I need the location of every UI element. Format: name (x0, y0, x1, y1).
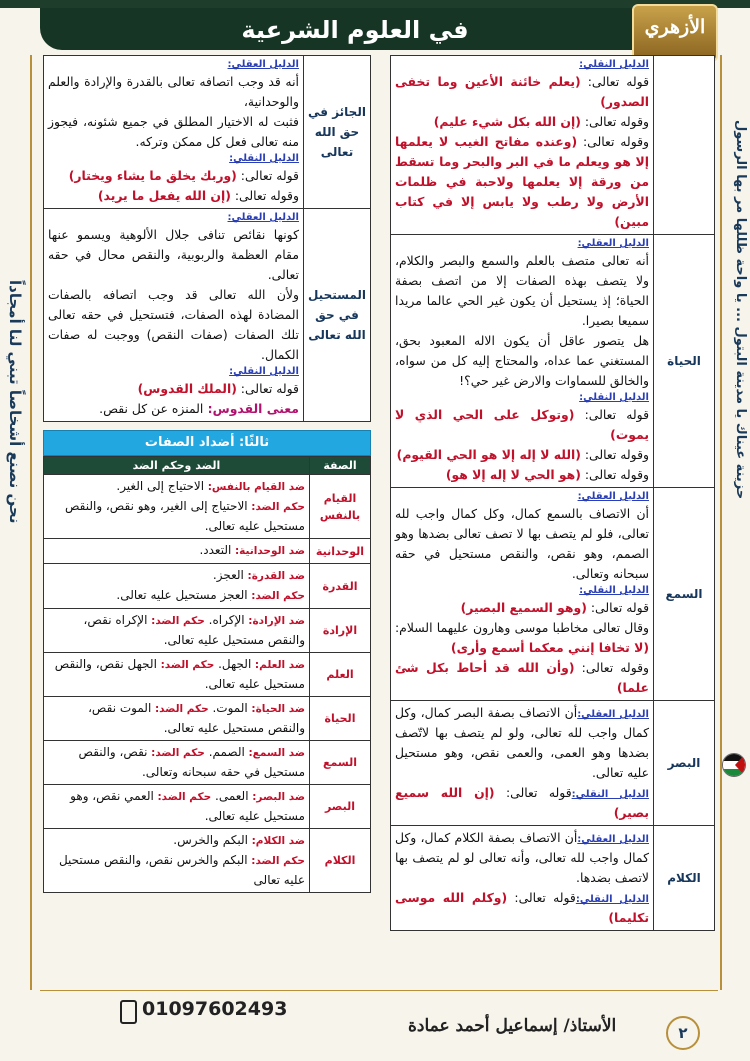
text-segment: حكم الضد: (151, 703, 209, 715)
text-segment: قوله تعالى: (494, 785, 572, 800)
opposite-line (48, 743, 305, 782)
text-segment: قوله تعالى: (507, 890, 576, 905)
text-segment: حكم الضد: (153, 791, 212, 803)
attribute-name (654, 56, 715, 235)
evidence-block (48, 72, 299, 152)
evidence-label: الدليل النقلي: (579, 392, 649, 403)
attribute-name: الجائز في حق الله تعالى (303, 56, 370, 209)
opposite-row (44, 539, 371, 564)
evidence-block (395, 504, 649, 584)
side-left-motto (2, 280, 28, 740)
text-segment: (إن الله بكل شيء عليم) (433, 114, 581, 129)
evidence-line (395, 112, 649, 132)
opposite-row (44, 564, 371, 609)
evidence-line (395, 251, 649, 331)
attribute-name: الكلام (654, 826, 715, 931)
text-segment: (يعلم خائنة الأعين وما تخفى الصدور) (395, 74, 649, 109)
evidence-line (395, 132, 649, 232)
evidence-label: الدليل النقلي: (579, 585, 649, 596)
evidence-line (395, 465, 649, 485)
text-segment: حكم الضد: (247, 855, 305, 867)
evidence-line (48, 379, 299, 399)
evidence-block (395, 703, 649, 783)
text-segment: وقوله تعالى: (574, 660, 650, 675)
evidence-line (48, 186, 299, 206)
text-segment: (الله لا إله إلا هو الحي القيوم) (396, 447, 581, 462)
attribute-evidence-cell (391, 701, 654, 826)
evidence-label: الدليل العقلي: (577, 491, 649, 502)
text-segment: ضد الكلام: (247, 835, 305, 847)
text-segment: وقوله تعالى: (580, 114, 649, 129)
text-segment: حكم الضد: (147, 747, 205, 759)
evidence-line (395, 445, 649, 465)
phone-icon (120, 1000, 137, 1024)
opposite-row (44, 697, 371, 741)
evidence-line (395, 405, 649, 445)
attribute-name: البصر (654, 701, 715, 826)
text-segment: المنزه عن كل نقص. (99, 401, 204, 416)
evidence-line (48, 285, 299, 365)
attribute-name: الحياة (654, 235, 715, 488)
palestine-flag-icon (722, 753, 746, 777)
opposite-attribute-name: القدرة (310, 564, 371, 609)
evidence-line (395, 72, 649, 112)
attribute-name: المستحيل في حق الله تعالى (303, 209, 370, 422)
evidence-block (395, 251, 649, 391)
teacher-signature: الأستاذ/ إسماعيل أحمد عمادة (408, 1016, 617, 1036)
text-segment: وقوله تعالى: (580, 447, 649, 462)
opposite-description (44, 697, 310, 741)
text-segment: ضد البصر: (248, 791, 305, 803)
opposite-description (44, 475, 310, 539)
opposite-line (48, 586, 305, 606)
text-segment: الموت. (208, 701, 248, 715)
text-segment: (إن الله سميع بصير) (395, 785, 649, 820)
text-segment: معنى القدوس: (203, 401, 299, 416)
opposite-description (44, 653, 310, 697)
right-column (390, 55, 715, 980)
evidence-line (48, 225, 299, 285)
text-segment: أنه قد وجب اتصافه تعالى بالقدرة والإرادة والعلم والوحدانية، (48, 74, 299, 109)
evidence-block (48, 166, 299, 206)
text-segment: حكم الضد: (247, 590, 305, 602)
opposite-description (44, 785, 310, 829)
opposite-row (44, 741, 371, 785)
opposite-attribute-name: الكلام (310, 829, 371, 893)
evidence-line (395, 504, 649, 584)
text-segment: كونها نقائص تنافى جلال الألوهية ويسمو عنها مقام العظمة والربوبية، والنقص محال في حقه تعالى. (48, 227, 299, 282)
text-segment: (وتوكل على الحي الذي لا يموت) (395, 407, 649, 442)
text-segment: (وهو السميع البصير) (460, 600, 587, 615)
text-segment: العمي نقص، وهو مستحيل عليه تعالى. (70, 789, 305, 823)
attribute-row (391, 235, 715, 488)
header-band (40, 8, 670, 50)
opposite-description (44, 741, 310, 785)
text-segment: حكم الضد: (147, 615, 205, 627)
evidence-block (395, 828, 649, 888)
evidence-label: الدليل النقلي: (229, 366, 299, 377)
text-segment: (وكلم الله موسى تكليما) (395, 890, 649, 925)
opposite-attribute-name: السمع (310, 741, 371, 785)
text-segment: الاحتياج إلى الغير. (116, 479, 205, 493)
evidence-label: الدليل العقلي: (577, 834, 649, 845)
attribute-row (391, 56, 715, 235)
evidence-label: الدليل العقلي: (227, 212, 299, 223)
text-segment: ضد العلم: (251, 659, 305, 671)
opposite-attribute-name: البصر (310, 785, 371, 829)
right-border-line (720, 55, 722, 990)
side-right-motto (726, 120, 750, 720)
text-segment: (لا تخافا إنني معكما أسمع وأرى) (450, 640, 649, 655)
attribute-evidence-cell (391, 235, 654, 488)
text-segment: ولأن الله تعالى قد وجب اتصافه بالصفات المضادة لهذه الصفات، فتستحيل في حقه تعالى تلك الصفات (صفات النقص) ووجبت له صفات الكمال. (48, 287, 299, 362)
text-segment: الاحتياج إلى الغير، وهو نقص، والنقص مستحيل عليه تعالى. (64, 499, 305, 533)
text-segment: أن الاتصاف بصفة البصر كمال، وكل كمال واجب لله تعالى، ولو لم يتصف بها لاتّصف بضدها وهو العمى، والعمى نقص، وهو مستحيل عليه تعالى. (395, 705, 649, 780)
text-segment: (إن الله يفعل ما يريد) (97, 188, 231, 203)
evidence-label: الدليل النقلي: (579, 59, 649, 70)
brand-logo (632, 4, 718, 62)
side-left-text: نحن نصنع أشخاصاً تبني لنا أمجاداً (6, 280, 24, 524)
evidence-line (48, 112, 299, 152)
opposite-row (44, 653, 371, 697)
opposite-row (44, 609, 371, 653)
text-segment: الإكراه نقص، والنقص مستحيل عليه تعالى. (83, 613, 305, 647)
opposite-line (48, 655, 305, 694)
evidence-block (395, 72, 649, 232)
opposite-attribute-name: الوحدانية (310, 539, 371, 564)
text-segment: البكم والخرس نقص، والنقص مستحيل عليه تعالى (58, 853, 305, 887)
evidence-line (395, 658, 649, 698)
attribute-evidence-cell (44, 56, 304, 209)
text-segment: البكم والخرس. (173, 833, 248, 847)
evidence-block (395, 888, 649, 928)
text-segment: الموت نقص، والنقص مستحيل عليه تعالى. (88, 701, 305, 735)
text-segment: أن الاتصاف بصفة الكلام كمال، وكل كمال واجب لله تعالى، وأنه تعالى لو لم يتصف بها لاتصف بضدها. (395, 830, 649, 885)
text-segment: ضد الإرادة: (244, 615, 305, 627)
text-segment: نقص، والنقص مستحيل في حقه سبحانه وتعالى. (78, 745, 305, 779)
text-segment: ضد الوحدانية: (231, 545, 305, 557)
side-right-text: حزينة عيناك يا مدينة البتول ... يا واحة ظللها مر بها الرسول (733, 120, 748, 500)
text-segment: فثبت له الاختيار المطلق في جميع شئونه، فيجوز منه تعالى فعل كل ممكن وتركه. (48, 114, 299, 149)
text-segment: التعدد. (199, 543, 232, 557)
evidence-line (395, 331, 649, 391)
evidence-label: الدليل العقلي: (577, 709, 649, 720)
evidence-line (395, 598, 649, 618)
opposite-attribute-name: القيام بالنفس (310, 475, 371, 539)
left-column (43, 55, 371, 993)
text-segment: الصمم. (204, 745, 245, 759)
text-segment: قوله تعالى: (236, 381, 299, 396)
opposite-attribute-name: الحياة (310, 697, 371, 741)
opposite-description (44, 564, 310, 609)
evidence-label: الدليل النقلي: (571, 789, 649, 800)
opposite-line (48, 541, 305, 561)
opposite-description (44, 609, 310, 653)
attribute-evidence-cell (391, 826, 654, 931)
text-segment: قوله تعالى: (580, 74, 649, 89)
opposite-line (48, 787, 305, 826)
opposites-header-col1: الصفة (310, 457, 371, 475)
text-segment: أن الاتصاف بالسمع كمال، وكل كمال واجب لله تعالى، فلو لم يتصف بها لا تصف تعالى بضدها وهو الصمم، وهو نقص، والنقص مستحيل في حقه سبحانه وتعالى. (395, 506, 649, 581)
text-segment: (هو الحي لا إله إلا هو) (445, 467, 581, 482)
evidence-line (395, 618, 649, 658)
logo-text: الأزهري (644, 16, 706, 38)
attribute-evidence-cell (44, 209, 304, 422)
text-segment: (وأن الله قد أحاط بكل شئ علما) (395, 660, 649, 695)
text-segment: (وربك يخلق ما يشاء ويختار) (68, 168, 237, 183)
opposite-line (48, 851, 305, 890)
evidence-label: الدليل النقلي: (229, 153, 299, 164)
opposites-table (43, 456, 371, 893)
attribute-row (391, 701, 715, 826)
opposite-line (48, 566, 305, 586)
attributes-table-left (43, 55, 371, 422)
footer-divider (40, 990, 718, 991)
opposite-line (48, 699, 305, 738)
text-segment: العجز. (212, 568, 244, 582)
evidence-line (48, 166, 299, 186)
text-segment: العمى. (211, 789, 249, 803)
attributes-table-right (390, 55, 715, 931)
evidence-block (395, 598, 649, 698)
attribute-row (391, 826, 715, 931)
evidence-block (395, 783, 649, 823)
opposites-header-col2: الضد وحكم الضد (44, 457, 310, 475)
text-segment: الإكراه. (204, 613, 245, 627)
text-segment: قوله تعالى: (236, 168, 299, 183)
attribute-row (44, 209, 371, 422)
text-segment: الجهل. (214, 657, 252, 671)
evidence-block (48, 379, 299, 419)
text-segment: حكم الضد: (247, 501, 305, 513)
text-segment: ضد القيام بالنفس: (204, 481, 305, 493)
evidence-line (48, 72, 299, 112)
evidence-label: الدليل العقلي: (227, 59, 299, 70)
text-segment: قوله تعالى: (574, 407, 649, 422)
opposites-header-row (44, 457, 371, 475)
opposite-description (44, 539, 310, 564)
opposite-line (48, 611, 305, 650)
opposite-attribute-name: الإرادة (310, 609, 371, 653)
evidence-label: الدليل النقلي: (575, 894, 649, 905)
text-segment: الجهل نقص، والنقص مستحيل عليه تعالى. (54, 657, 305, 691)
text-segment: العجز مستحيل عليه تعالى. (116, 588, 248, 602)
attribute-evidence-cell (391, 488, 654, 701)
attribute-name: السمع (654, 488, 715, 701)
text-segment: وقوله تعالى: (577, 134, 649, 149)
opposite-row (44, 785, 371, 829)
attribute-row (44, 56, 371, 209)
text-segment: هل يتصور عاقل أن يكون الاله المعبود بحق، المستغني عما عداه، والمحتاج إليه كل من سواه، والخالق للسماوات والارض غير حي؟! (395, 333, 649, 388)
text-segment: ضد السمع: (244, 747, 305, 759)
phone-number: 01097602493 (142, 998, 288, 1020)
opposite-attribute-name: العلم (310, 653, 371, 697)
text-segment: أنه تعالى متصف بالعلم والسمع والبصر والكلام، ولا يتصف بهذه الصفات إلا من اتصف بصفة الحياة؛ إذ يستحيل أن يكون غير الحي عالما مريدا سميعا بصيرا. (395, 253, 649, 328)
evidence-line (48, 399, 299, 419)
opposite-row (44, 475, 371, 539)
page-header-title: في العلوم الشرعية (241, 16, 469, 44)
evidence-block (395, 405, 649, 485)
evidence-label: الدليل العقلي: (577, 238, 649, 249)
text-segment: (الملك القدوس) (137, 381, 237, 396)
page-number: ٢ (666, 1016, 700, 1050)
evidence-block (48, 225, 299, 365)
section-title: ثالثًا: أضداد الصفات (43, 430, 371, 456)
opposite-line (48, 497, 305, 536)
left-border-line (30, 55, 32, 990)
text-segment: حكم الضد: (156, 659, 215, 671)
opposite-description (44, 829, 310, 893)
text-segment: ضد الحياة: (247, 703, 305, 715)
text-segment: وقوله تعالى: (580, 467, 649, 482)
attribute-evidence-cell (391, 56, 654, 235)
opposite-row (44, 829, 371, 893)
text-segment: وقال تعالى مخاطبا موسى وهارون عليهما السلام: (395, 620, 649, 635)
text-segment: وقوله تعالى: (230, 188, 299, 203)
text-segment: ضد القدرة: (243, 570, 305, 582)
text-segment: قوله تعالى: (586, 600, 649, 615)
opposite-line (48, 831, 305, 851)
text-segment: (وعنده مفاتح الغيب لا يعلمها إلا هو ويعلم ما في البر والبحر وما تسقط من ورقة إلا يعلمها ولاحبة في ظلمات الأرض ولا رطب ولا يابس إلا في كتاب مبين) (395, 134, 649, 229)
opposite-line (48, 477, 305, 497)
attribute-row (391, 488, 715, 701)
